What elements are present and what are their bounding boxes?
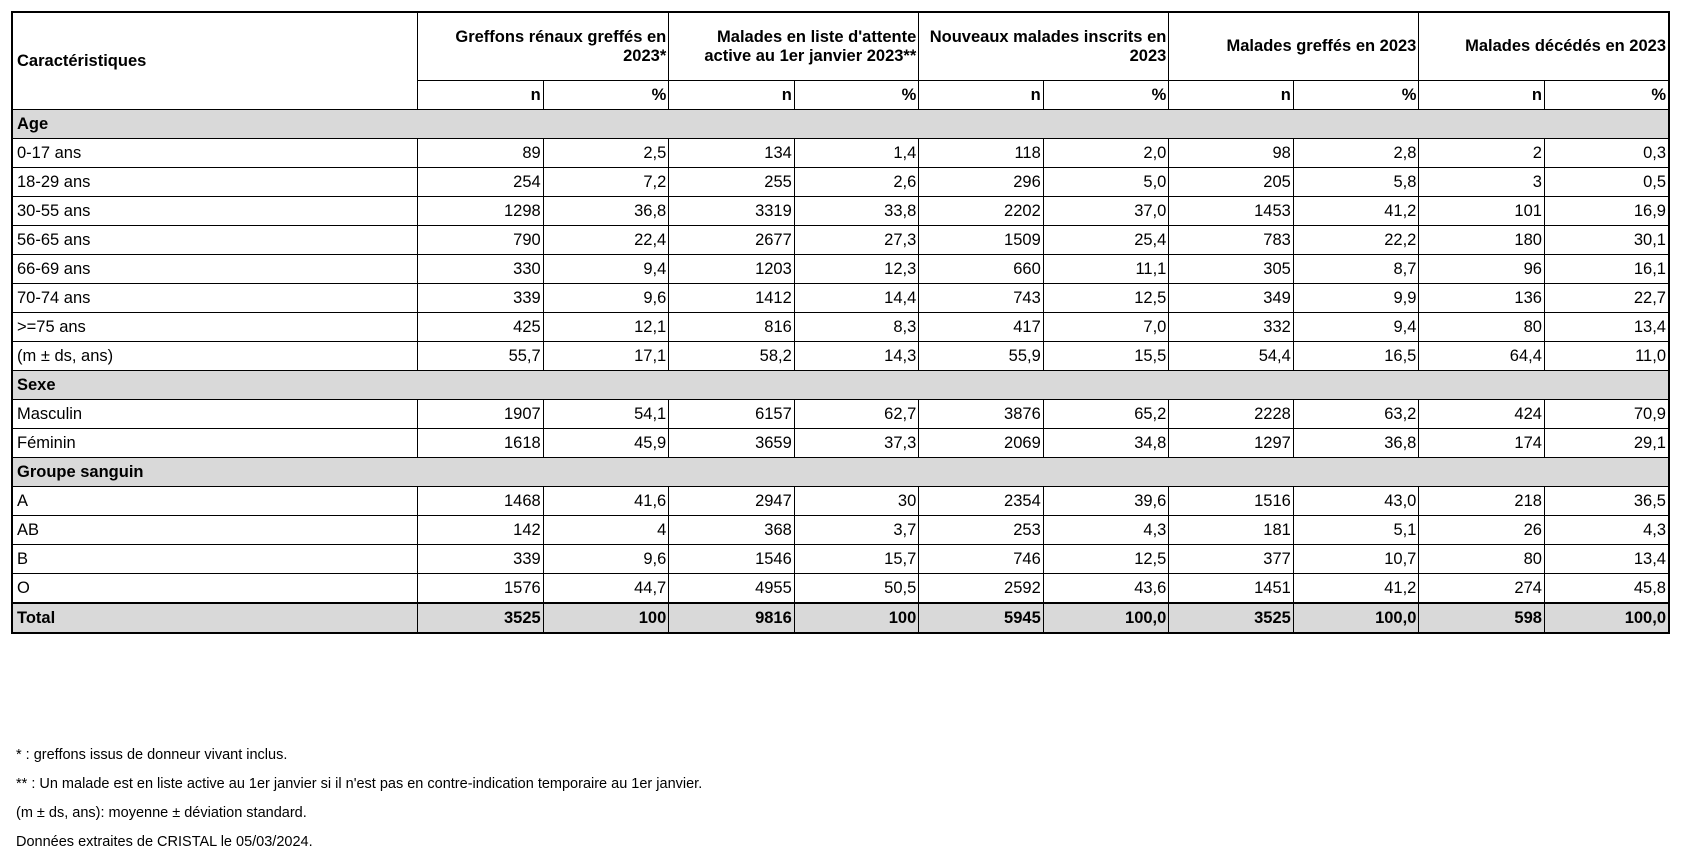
- total-percent: 100: [794, 603, 918, 633]
- cell-n: 55,7: [418, 342, 544, 371]
- cell-n: 80: [1419, 545, 1545, 574]
- row-label: (m ± ds, ans): [12, 342, 418, 371]
- cell-n: 816: [669, 313, 795, 342]
- subheader-percent: %: [1043, 81, 1169, 110]
- cell-n: 255: [669, 168, 795, 197]
- row-label: 18-29 ans: [12, 168, 418, 197]
- section-title: Age: [12, 110, 1669, 139]
- header-new-patients: Nouveaux malades inscrits en 2023: [919, 12, 1169, 81]
- cell-percent: 12,3: [794, 255, 918, 284]
- cell-percent: 9,4: [1293, 313, 1419, 342]
- cell-n: 417: [919, 313, 1043, 342]
- table-row: [12, 429, 1669, 458]
- row-label: O: [12, 574, 418, 604]
- cell-percent: 16,1: [1544, 255, 1669, 284]
- table-row: [12, 226, 1669, 255]
- row-label: A: [12, 487, 418, 516]
- total-percent: 100: [543, 603, 669, 633]
- cell-n: 2069: [919, 429, 1043, 458]
- characteristics-table: [11, 11, 1670, 634]
- cell-n: 1907: [418, 400, 544, 429]
- cell-n: 305: [1169, 255, 1293, 284]
- table-row: [12, 400, 1669, 429]
- cell-percent: 13,4: [1544, 545, 1669, 574]
- cell-n: 1412: [669, 284, 795, 313]
- cell-percent: 36,8: [1293, 429, 1419, 458]
- cell-n: 64,4: [1419, 342, 1545, 371]
- subheader-percent: %: [1293, 81, 1419, 110]
- section-row: [12, 458, 1669, 487]
- cell-percent: 12,1: [543, 313, 669, 342]
- cell-n: 98: [1169, 139, 1293, 168]
- cell-n: 89: [418, 139, 544, 168]
- cell-n: 1453: [1169, 197, 1293, 226]
- cell-percent: 11,1: [1043, 255, 1169, 284]
- subheader-n: n: [1419, 81, 1545, 110]
- cell-percent: 15,7: [794, 545, 918, 574]
- cell-percent: 34,8: [1043, 429, 1169, 458]
- row-label: 70-74 ans: [12, 284, 418, 313]
- cell-percent: 22,7: [1544, 284, 1669, 313]
- total-n: 9816: [669, 603, 795, 633]
- cell-n: 660: [919, 255, 1043, 284]
- cell-n: 2592: [919, 574, 1043, 604]
- cell-percent: 63,2: [1293, 400, 1419, 429]
- cell-n: 174: [1419, 429, 1545, 458]
- cell-n: 181: [1169, 516, 1293, 545]
- cell-n: 743: [919, 284, 1043, 313]
- cell-n: 424: [1419, 400, 1545, 429]
- table-row: [12, 168, 1669, 197]
- header-grafts: Greffons rénaux greffés en 2023*: [418, 12, 669, 81]
- row-label: B: [12, 545, 418, 574]
- cell-n: 1546: [669, 545, 795, 574]
- cell-percent: 4,3: [1043, 516, 1169, 545]
- row-label: 0-17 ans: [12, 139, 418, 168]
- table-row: [12, 284, 1669, 313]
- cell-n: 136: [1419, 284, 1545, 313]
- row-label: Masculin: [12, 400, 418, 429]
- total-n: 598: [1419, 603, 1545, 633]
- header-grafted-patients: Malades greffés en 2023: [1169, 12, 1419, 81]
- cell-percent: 2,0: [1043, 139, 1169, 168]
- cell-n: 425: [418, 313, 544, 342]
- cell-percent: 36,8: [543, 197, 669, 226]
- cell-percent: 45,9: [543, 429, 669, 458]
- cell-percent: 9,6: [543, 284, 669, 313]
- cell-percent: 44,7: [543, 574, 669, 604]
- cell-percent: 50,5: [794, 574, 918, 604]
- cell-percent: 8,3: [794, 313, 918, 342]
- cell-n: 3: [1419, 168, 1545, 197]
- footnotes: [16, 741, 702, 857]
- cell-n: 1468: [418, 487, 544, 516]
- cell-percent: 5,1: [1293, 516, 1419, 545]
- cell-percent: 5,8: [1293, 168, 1419, 197]
- cell-n: 783: [1169, 226, 1293, 255]
- cell-percent: 3,7: [794, 516, 918, 545]
- cell-n: 377: [1169, 545, 1293, 574]
- cell-percent: 70,9: [1544, 400, 1669, 429]
- subheader-percent: %: [1544, 81, 1669, 110]
- subheader-n: n: [669, 81, 795, 110]
- cell-percent: 15,5: [1043, 342, 1169, 371]
- cell-percent: 25,4: [1043, 226, 1169, 255]
- table-row: [12, 197, 1669, 226]
- section-row: [12, 110, 1669, 139]
- cell-percent: 17,1: [543, 342, 669, 371]
- cell-n: 1203: [669, 255, 795, 284]
- cell-percent: 13,4: [1544, 313, 1669, 342]
- footnote-mean-sd: (m ± ds, ans): moyenne ± déviation standard.: [16, 805, 307, 821]
- cell-n: 2354: [919, 487, 1043, 516]
- cell-n: 55,9: [919, 342, 1043, 371]
- cell-percent: 7,0: [1043, 313, 1169, 342]
- cell-n: 3319: [669, 197, 795, 226]
- cell-percent: 33,8: [794, 197, 918, 226]
- cell-n: 1509: [919, 226, 1043, 255]
- cell-n: 2947: [669, 487, 795, 516]
- table-row: [12, 574, 1669, 604]
- total-label: Total: [12, 603, 418, 633]
- row-label: 66-69 ans: [12, 255, 418, 284]
- cell-n: 330: [418, 255, 544, 284]
- cell-percent: 41,6: [543, 487, 669, 516]
- cell-percent: 2,5: [543, 139, 669, 168]
- section-row: [12, 371, 1669, 400]
- cell-percent: 36,5: [1544, 487, 1669, 516]
- cell-n: 3659: [669, 429, 795, 458]
- cell-percent: 45,8: [1544, 574, 1669, 604]
- cell-percent: 10,7: [1293, 545, 1419, 574]
- cell-percent: 8,7: [1293, 255, 1419, 284]
- cell-percent: 22,2: [1293, 226, 1419, 255]
- header-waiting-list: Malades en liste d'attente active au 1er janvier 2023**: [669, 12, 919, 81]
- cell-n: 134: [669, 139, 795, 168]
- table-row: [12, 545, 1669, 574]
- cell-percent: 37,0: [1043, 197, 1169, 226]
- cell-n: 1516: [1169, 487, 1293, 516]
- cell-percent: 14,3: [794, 342, 918, 371]
- cell-percent: 22,4: [543, 226, 669, 255]
- cell-n: 254: [418, 168, 544, 197]
- cell-n: 296: [919, 168, 1043, 197]
- subheader-n: n: [1169, 81, 1293, 110]
- cell-percent: 2,6: [794, 168, 918, 197]
- table-row: [12, 313, 1669, 342]
- table-row: [12, 516, 1669, 545]
- footnote-active-list: ** : Un malade est en liste active au 1er janvier si il n'est pas en contre-indication temporaire au 1er janvier.: [16, 776, 703, 792]
- cell-n: 180: [1419, 226, 1545, 255]
- cell-n: 2677: [669, 226, 795, 255]
- cell-percent: 9,4: [543, 255, 669, 284]
- cell-n: 58,2: [669, 342, 795, 371]
- cell-percent: 14,4: [794, 284, 918, 313]
- cell-n: 349: [1169, 284, 1293, 313]
- footnote-donor: * : greffons issus de donneur vivant inclus.: [16, 747, 288, 763]
- row-label: AB: [12, 516, 418, 545]
- cell-n: 54,4: [1169, 342, 1293, 371]
- data-table-container: [11, 11, 1670, 634]
- cell-percent: 30: [794, 487, 918, 516]
- total-percent: 100,0: [1043, 603, 1169, 633]
- cell-n: 2: [1419, 139, 1545, 168]
- table-row: [12, 255, 1669, 284]
- cell-n: 332: [1169, 313, 1293, 342]
- cell-percent: 39,6: [1043, 487, 1169, 516]
- header-deceased-patients: Malades décédés en 2023: [1419, 12, 1669, 81]
- header-characteristics: Caractéristiques: [12, 12, 418, 110]
- section-title: Groupe sanguin: [12, 458, 1669, 487]
- total-percent: 100,0: [1293, 603, 1419, 633]
- cell-n: 6157: [669, 400, 795, 429]
- cell-percent: 43,0: [1293, 487, 1419, 516]
- cell-n: 142: [418, 516, 544, 545]
- cell-n: 2202: [919, 197, 1043, 226]
- cell-n: 253: [919, 516, 1043, 545]
- cell-n: 118: [919, 139, 1043, 168]
- cell-percent: 7,2: [543, 168, 669, 197]
- cell-percent: 54,1: [543, 400, 669, 429]
- cell-n: 1298: [418, 197, 544, 226]
- cell-percent: 43,6: [1043, 574, 1169, 604]
- cell-n: 96: [1419, 255, 1545, 284]
- cell-n: 1451: [1169, 574, 1293, 604]
- subheader-n: n: [919, 81, 1043, 110]
- cell-percent: 9,6: [543, 545, 669, 574]
- total-n: 3525: [418, 603, 544, 633]
- row-label: 30-55 ans: [12, 197, 418, 226]
- cell-percent: 0,5: [1544, 168, 1669, 197]
- cell-n: 80: [1419, 313, 1545, 342]
- cell-n: 101: [1419, 197, 1545, 226]
- cell-percent: 41,2: [1293, 574, 1419, 604]
- cell-percent: 4: [543, 516, 669, 545]
- cell-n: 218: [1419, 487, 1545, 516]
- cell-percent: 9,9: [1293, 284, 1419, 313]
- cell-percent: 4,3: [1544, 516, 1669, 545]
- cell-percent: 0,3: [1544, 139, 1669, 168]
- cell-percent: 30,1: [1544, 226, 1669, 255]
- cell-n: 26: [1419, 516, 1545, 545]
- total-n: 5945: [919, 603, 1043, 633]
- cell-percent: 37,3: [794, 429, 918, 458]
- cell-n: 205: [1169, 168, 1293, 197]
- cell-percent: 16,5: [1293, 342, 1419, 371]
- cell-n: 2228: [1169, 400, 1293, 429]
- total-percent: 100,0: [1544, 603, 1669, 633]
- cell-percent: 11,0: [1544, 342, 1669, 371]
- table-row: [12, 139, 1669, 168]
- table-row: [12, 342, 1669, 371]
- cell-percent: 65,2: [1043, 400, 1169, 429]
- cell-percent: 2,8: [1293, 139, 1419, 168]
- row-label: 56-65 ans: [12, 226, 418, 255]
- cell-percent: 12,5: [1043, 284, 1169, 313]
- cell-n: 368: [669, 516, 795, 545]
- section-title: Sexe: [12, 371, 1669, 400]
- cell-percent: 12,5: [1043, 545, 1169, 574]
- subheader-percent: %: [543, 81, 669, 110]
- cell-percent: 62,7: [794, 400, 918, 429]
- row-label: Féminin: [12, 429, 418, 458]
- table-body: [12, 110, 1669, 634]
- row-label: >=75 ans: [12, 313, 418, 342]
- table-row: [12, 487, 1669, 516]
- cell-n: 3876: [919, 400, 1043, 429]
- total-n: 3525: [1169, 603, 1293, 633]
- total-row: [12, 603, 1669, 633]
- cell-percent: 27,3: [794, 226, 918, 255]
- cell-percent: 5,0: [1043, 168, 1169, 197]
- cell-n: 274: [1419, 574, 1545, 604]
- subheader-percent: %: [794, 81, 918, 110]
- cell-n: 746: [919, 545, 1043, 574]
- cell-n: 1576: [418, 574, 544, 604]
- cell-n: 790: [418, 226, 544, 255]
- cell-percent: 41,2: [1293, 197, 1419, 226]
- cell-n: 1618: [418, 429, 544, 458]
- cell-n: 1297: [1169, 429, 1293, 458]
- cell-percent: 16,9: [1544, 197, 1669, 226]
- cell-n: 339: [418, 545, 544, 574]
- cell-n: 339: [418, 284, 544, 313]
- footnote-data-source: Données extraites de CRISTAL le 05/03/2024.: [16, 834, 313, 850]
- subheader-n: n: [418, 81, 544, 110]
- cell-percent: 29,1: [1544, 429, 1669, 458]
- cell-n: 4955: [669, 574, 795, 604]
- cell-percent: 1,4: [794, 139, 918, 168]
